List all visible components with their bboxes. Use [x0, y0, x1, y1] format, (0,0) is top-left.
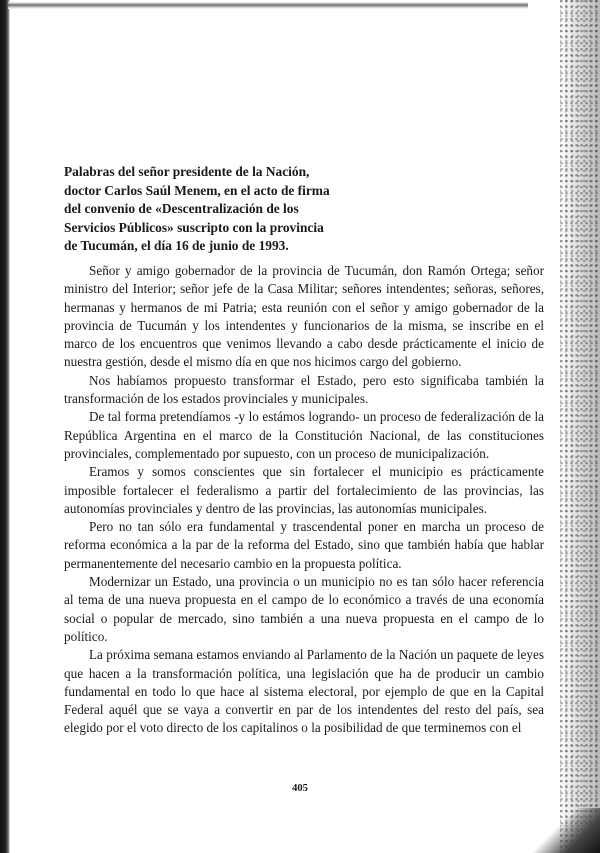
paragraph: Nos habíamos propuesto transformar el Estado, pero esto significaba también la transformación de los estados provinciales y municipales. [64, 372, 544, 407]
paragraph: De tal forma pretendíamos -y lo estámos logrando- un proceso de federalización de la República Argentina en el marco de la Constitución Nacional, de las constituciones provinciales, complementado por supuesto, con un proceso de municipalización. [64, 409, 544, 461]
paragraph: Pero no tan sólo era fundamental y trascendental poner en marcha un proceso de reforma económica a la par de la reforma del Estado, sino que también había que hablar permanentemente del necesario cambio en la propuesta política. [64, 519, 544, 571]
speech-body [64, 262, 544, 738]
paragraph: Señor y amigo gobernador de la provincia de Tucumán, don Ramón Ortega; señor ministro del Interior; señor jefe de la Casa Militar; señores intendentes; señoras, señores, hermanas y hermanos de mi Patria; esta reunión con el señor y amigo gobernador de la provincia de Tucumán y los intendentes y funcionarios de la misma, se inscribe en el marco de los encuentros que venimos llevando a cabo desde prácticamente el inicio de nuestra gestión, desde el mismo día en que nos hicimos cargo del gobierno. [64, 263, 544, 370]
scan-shadow-top [8, 2, 528, 9]
page-number: 405 [292, 783, 308, 794]
scan-corner-shadow [530, 808, 600, 853]
paragraph: Eramos y somos conscientes que sin fortalecer el municipio es prácticamente imposible fortalecer el federalismo a partir del fortalecimiento de las provincias, las autonomías provinciales y dentro de las provincias, las autonomías municipales. [64, 464, 544, 516]
scan-shadow-left [0, 0, 10, 853]
speech-title: Palabras del señor presidente de la Nación, doctor Carlos Saúl Menem, en el acto de firma del convenio de «Descentralización de los Servicios Públicos» suscripto con la provincia de Tucumán, el día 16 de junio de 1993. [64, 164, 330, 254]
paragraph: La próxima semana estamos enviando al Parlamento de la Nación un paquete de leyes que hacen a la transformación política, una legislación que ha de producir un cambio fundamental en todo lo que hace al sistema electoral, por ejemplo de que en la Capital Federal aquél que se vaya a convertir en par de los intendentes del resto del país, sea elegido por el voto directo de los capitalinos o la posibilidad de que terminemos con el [64, 647, 544, 736]
paragraph: Modernizar un Estado, una provincia o un municipio no es tan sólo hacer referencia al tema de una nueva propuesta en el campo de lo económico a través de una economía social o popular de mercado, sino también a una nueva propuesta en el campo de lo político. [64, 574, 544, 644]
scan-shadow-right [560, 0, 600, 853]
